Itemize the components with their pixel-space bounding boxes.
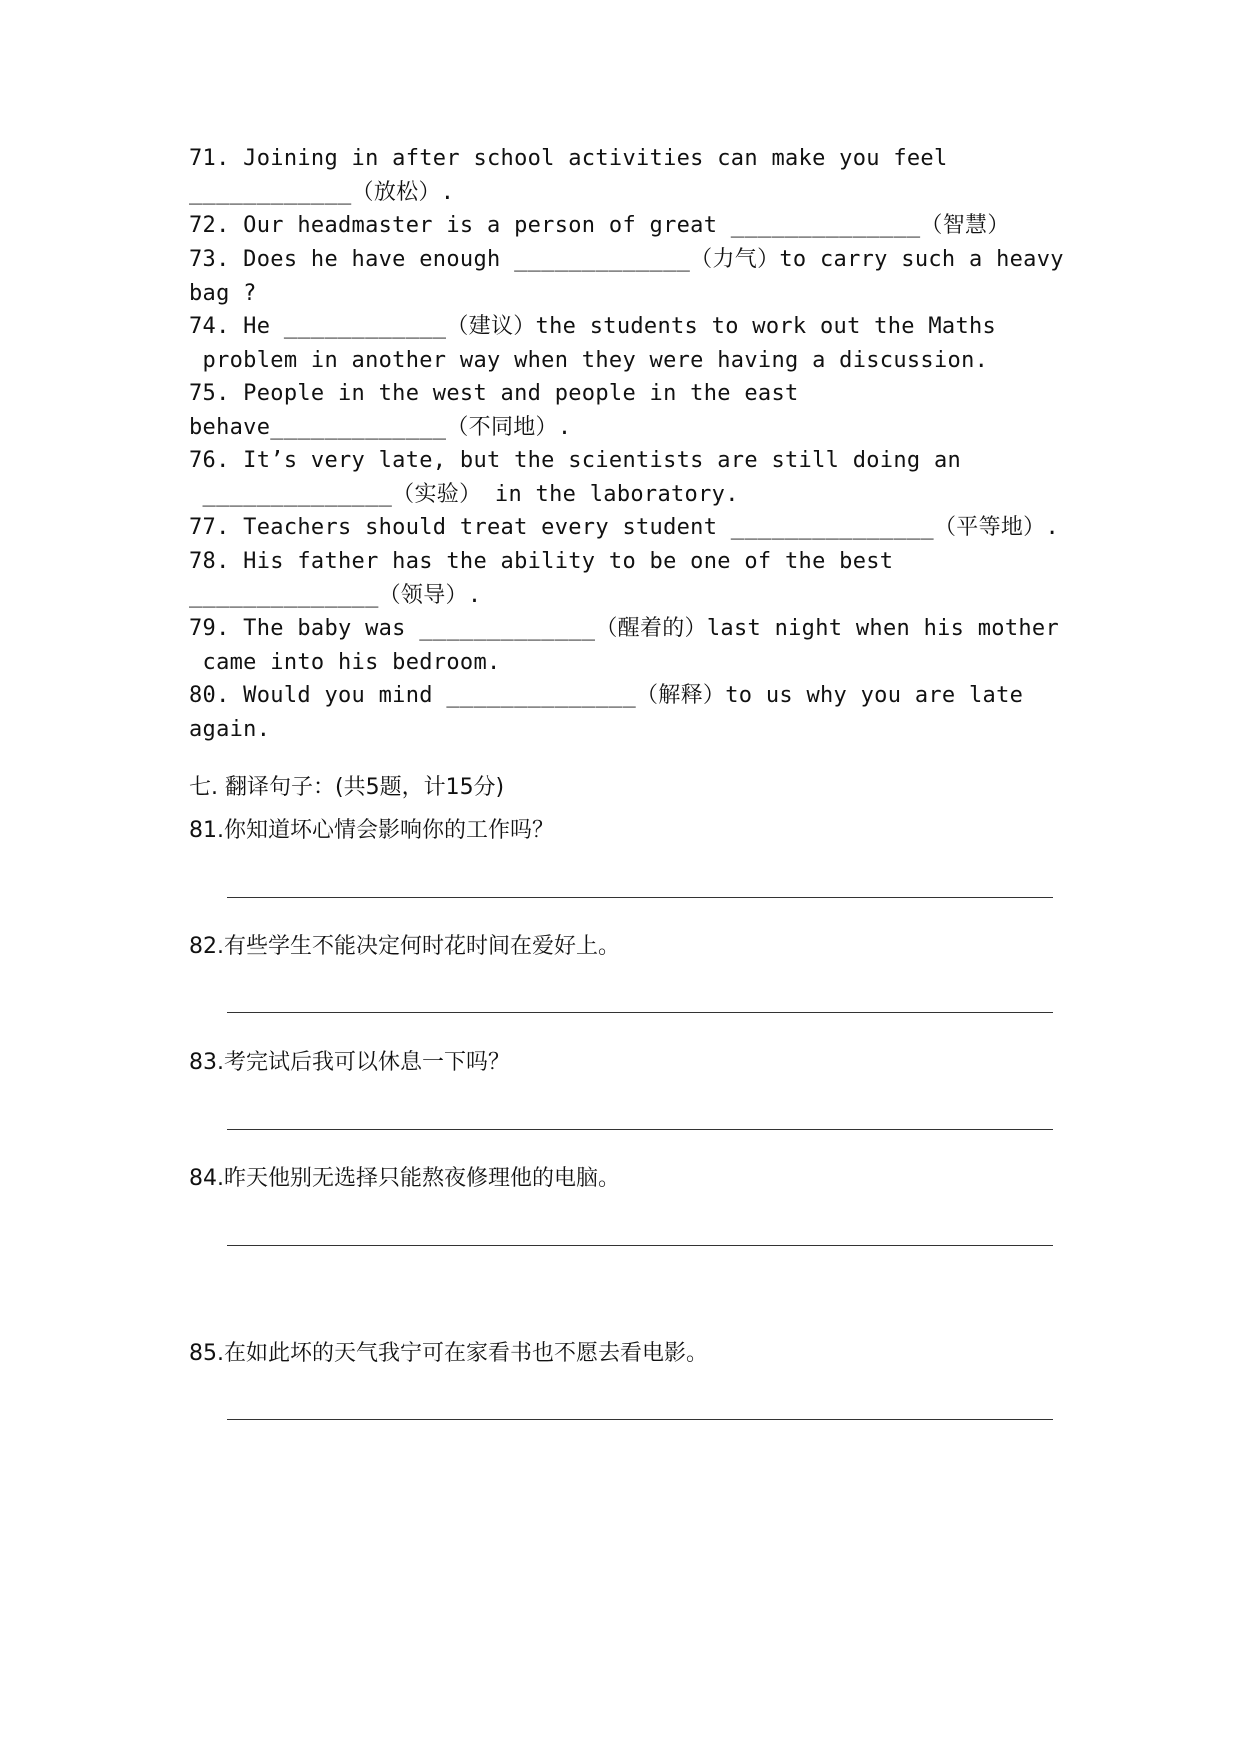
- q78-line2: ______________（领导）.: [189, 583, 482, 608]
- q71-line1: 71. Joining in after school activities can make you feel: [189, 146, 948, 171]
- q71-line2: ____________（放松）.: [189, 180, 455, 205]
- q75-line1: 75. People in the west and people in the east: [189, 381, 799, 406]
- q84-prompt: 84.昨天他别无选择只能熬夜修理他的电脑。: [189, 1166, 620, 1191]
- section-title: 七. 翻译句子：(共5题，计15分): [189, 775, 505, 800]
- q73-line1: 73. Does he have enough _____________（力气）to carry such a heavy: [189, 247, 1064, 272]
- q76-line2: ______________（实验） in the laboratory.: [189, 482, 739, 507]
- q81-prompt: 81.你知道坏心情会影响你的工作吗？: [189, 818, 554, 843]
- q85-prompt: 85.在如此坏的天气我宁可在家看书也不愿去看电影。: [189, 1341, 708, 1366]
- q83-answer-line[interactable]: [227, 1129, 1053, 1130]
- q75-line2: behave_____________（不同地）.: [189, 415, 572, 440]
- q80-line2: again.: [189, 717, 271, 742]
- q84-answer-line[interactable]: [227, 1245, 1053, 1246]
- q81-answer-line[interactable]: [227, 897, 1053, 898]
- q74-line2: problem in another way when they were having a discussion.: [189, 348, 989, 373]
- q83-prompt: 83.考完试后我可以休息一下吗？: [189, 1050, 510, 1075]
- q79-line1: 79. The baby was _____________（醒着的）last night when his mother: [189, 616, 1060, 641]
- q82-answer-line[interactable]: [227, 1012, 1053, 1013]
- q72-line: 72. Our headmaster is a person of great ______________（智慧）: [189, 213, 1010, 238]
- q85-answer-line[interactable]: [227, 1419, 1053, 1420]
- q73-line2: bag ?: [189, 281, 257, 306]
- q76-line1: 76. It’s very late, but the scientists are still doing an: [189, 448, 962, 473]
- q78-line1: 78. His father has the ability to be one of the best: [189, 549, 894, 574]
- q82-prompt: 82.有些学生不能决定何时花时间在爱好上。: [189, 934, 620, 959]
- q79-line2: came into his bedroom.: [189, 650, 501, 675]
- q74-line1: 74. He ____________（建议）the students to work out the Maths: [189, 314, 997, 339]
- q80-line1: 80. Would you mind ______________（解释）to us why you are late: [189, 683, 1024, 708]
- q77-line: 77. Teachers should treat every student _______________（平等地）.: [189, 515, 1060, 540]
